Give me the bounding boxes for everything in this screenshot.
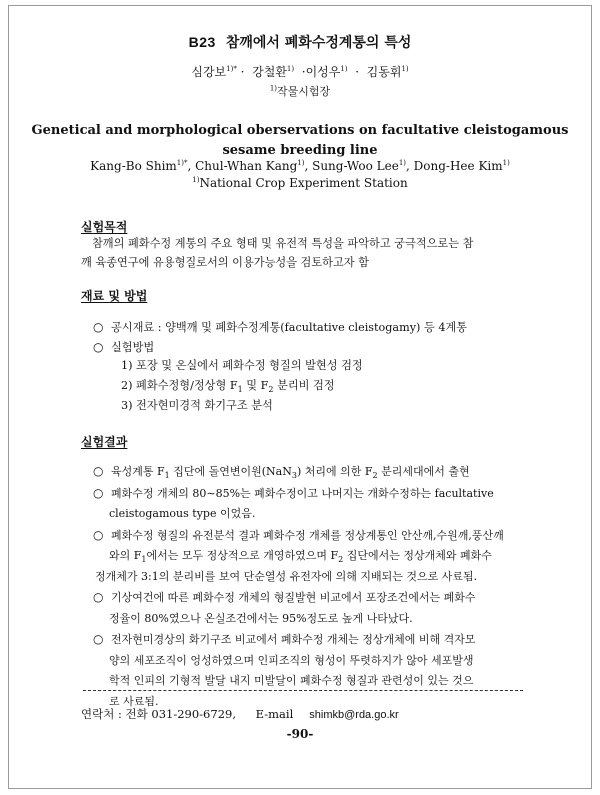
result-item-4 [93,587,543,609]
circle-bullet-icon: ○ [93,590,104,604]
method-step-2-text-c: 분리비 검정 [273,379,335,392]
method-step-2 [121,376,335,395]
author-ko-4-mark: 1) [401,65,409,73]
author-separator: · [240,65,245,79]
result-3-line-2 [93,546,543,567]
author-ko-3-mark: 1) [340,65,348,73]
methods-heading: 재료 및 방법 [81,289,148,303]
result-1-sub-1: 1 [164,471,170,481]
method-step-3-text: 3) 전자현미경적 화기구조 분석 [121,399,273,412]
result-1-text-b: 집단에 돌연변이원(NaN [169,465,292,478]
author-en-2-mark: 1) [297,159,305,167]
purpose-line-1: 참깨의 폐화수정 계통의 주요 형태 및 유전적 특성을 파악하고 궁극적으로는 참 [92,237,474,250]
circle-bullet-icon: ○ [93,527,104,542]
result-1-sub-2: 3 [291,471,297,481]
author-ko-4: 김동휘 [366,65,402,79]
title-korean-text: 참깨에서 폐화수정계통의 특성 [225,35,412,51]
author-en-4: Dong-Hee Kim [413,159,503,173]
circle-bullet-icon: ○ [93,485,104,500]
affiliation-ko-mark: 1) [269,84,278,93]
result-5-line-2: 양의 세포조직이 엉성하였으며 인피조직의 형성이 뚜렷하지가 않아 세포발생 [109,653,474,667]
result-item-2 [93,483,543,505]
method-step-2-text-a: 2) 폐화수정형/정상형 F [121,379,238,392]
methods-material [93,318,467,337]
methods-label-row [93,338,154,357]
result-item-5 [93,629,543,651]
page-number: -90- [286,727,314,741]
result-5-line-1: 전자현미경상의 화기구조 비교에서 폐화수정 개체는 정상개체에 비해 격자모 [111,633,476,646]
result-3-sub-2: 2 [338,555,344,565]
results-heading: 실험결과 [81,435,128,449]
purpose-paragraph [81,234,541,272]
result-5-line-3: 학적 인피의 기형적 발달 내지 미발달이 폐화수정 형질과 관련성이 있는 것으 [109,674,474,687]
affiliation-english [0,176,600,190]
author-en-3-mark: 1) [398,159,407,167]
author-ko-1: 심강보 [191,65,227,79]
title-en-line-1: Genetical and morphological oberservations on facultative cleistogamous [31,123,569,138]
result-1-sub-3: 2 [372,471,378,481]
results-list [93,461,543,712]
paper-title-korean [0,32,600,52]
result-4-line-2: 정율이 80%였으나 온실조건에서는 95%정도로 높게 나타났다. [109,611,413,625]
method-step-2-sub-2: 2 [268,385,274,395]
author-ko-2: 강철환 [252,65,287,79]
material-text: 공시재료 : 양백깨 및 폐화수정계통(facultative cleistogamy) 등 4계통 [111,321,468,334]
author-ko-1-mark: 1)* [226,65,237,73]
circle-bullet-icon: ○ [93,340,104,354]
author-separator: · [355,65,360,79]
authors-korean [0,63,600,80]
contact-line [81,706,415,722]
result-2-line-1: 폐화수정 개체의 80∼85%는 폐화수정이고 나머지는 개화수정하는 facultative [111,486,494,500]
result-4-line-1: 기상여건에 따른 폐화수정 개체의 형질발현 비교에서 포장조건에서는 폐화수 [111,591,476,604]
purpose-line-2: 깨 육종연구에 유용형질로서의 이용가능성을 검토하고자 함 [81,256,369,269]
author-en-1-mark: 1)* [176,159,188,167]
result-3-line-2-a: 와의 F [109,549,142,562]
method-step-2-text-b: 및 F [242,379,269,392]
result-5-line-4: 로 사료됨. [109,694,159,708]
method-step-3 [121,396,273,415]
result-3-line-2-c: 집단에서는 정상개체와 폐화수 [343,549,492,562]
author-ko-3: 이성우 [305,65,341,79]
result-item-3 [93,525,543,547]
paper-title-english [0,121,600,161]
contact-phone: 연락처 : 전화 031-290-6729, [81,707,236,721]
affiliation-en-mark: 1) [192,176,200,184]
method-step-1-text: 1) 포장 및 온실에서 폐화수정 형질의 발현성 검정 [121,359,363,372]
result-2-line-2: cleistogamous type 이었음. [109,507,256,520]
result-3-line-2-b: 에서는 모두 정상적으로 개영하였으며 F [146,549,339,562]
result-1-text-a: 육성계통 F [111,465,165,478]
author-separator: · [301,65,306,79]
author-en-1: Kang-Bo Shim [90,159,177,173]
abstract-code: B23 [188,34,216,50]
title-en-line-2: sesame breeding line [222,143,378,158]
circle-bullet-icon: ○ [93,464,104,478]
result-3-line-1: 폐화수정 형질의 유전분석 결과 폐화수정 개체를 정상계통인 안산깨,수원깨,풍산깨 [111,528,504,542]
result-3-line-3: 정개체가 3:1의 분리비를 보여 단순열성 유전자에 의해 지배되는 것으로 사료됨. [95,569,478,583]
footer-divider [83,690,523,691]
method-step-1 [121,356,363,375]
method-step-2-sub-1: 1 [237,385,243,395]
contact-email[interactable]: shimkb@rda.go.kr [309,709,399,721]
affiliation-korean [0,83,600,99]
purpose-heading: 실험목적 [81,220,128,234]
result-1-text-c: ) 처리에 의한 F [296,465,373,478]
authors-english: Kang-Bo Shim$^{1)*}$, Chul-Whan Kang$^{1)}$, Sung-Woo Lee$^{1)}$, Dong-Hee Kim$^{1)}$ [90,159,510,173]
affiliation-en-text: National Crop Experiment Station [199,176,408,190]
author-ko-2-mark: 1) [286,65,295,73]
author-en-4-mark: 1) [502,159,510,167]
affiliation-ko-text: 작물시험장 [277,85,331,98]
circle-bullet-icon: ○ [93,632,104,646]
method-label: 실험방법 [111,341,155,354]
author-en-3: Sung-Woo Lee [312,159,399,173]
contact-email-label: E-mail [255,707,294,721]
circle-bullet-icon: ○ [93,320,104,334]
result-item-1 [93,461,543,483]
result-1-text-d: 분리세대에서 출현 [377,465,470,478]
result-3-sub-1: 1 [141,555,147,565]
author-en-2: Chul-Whan Kang [195,159,298,173]
